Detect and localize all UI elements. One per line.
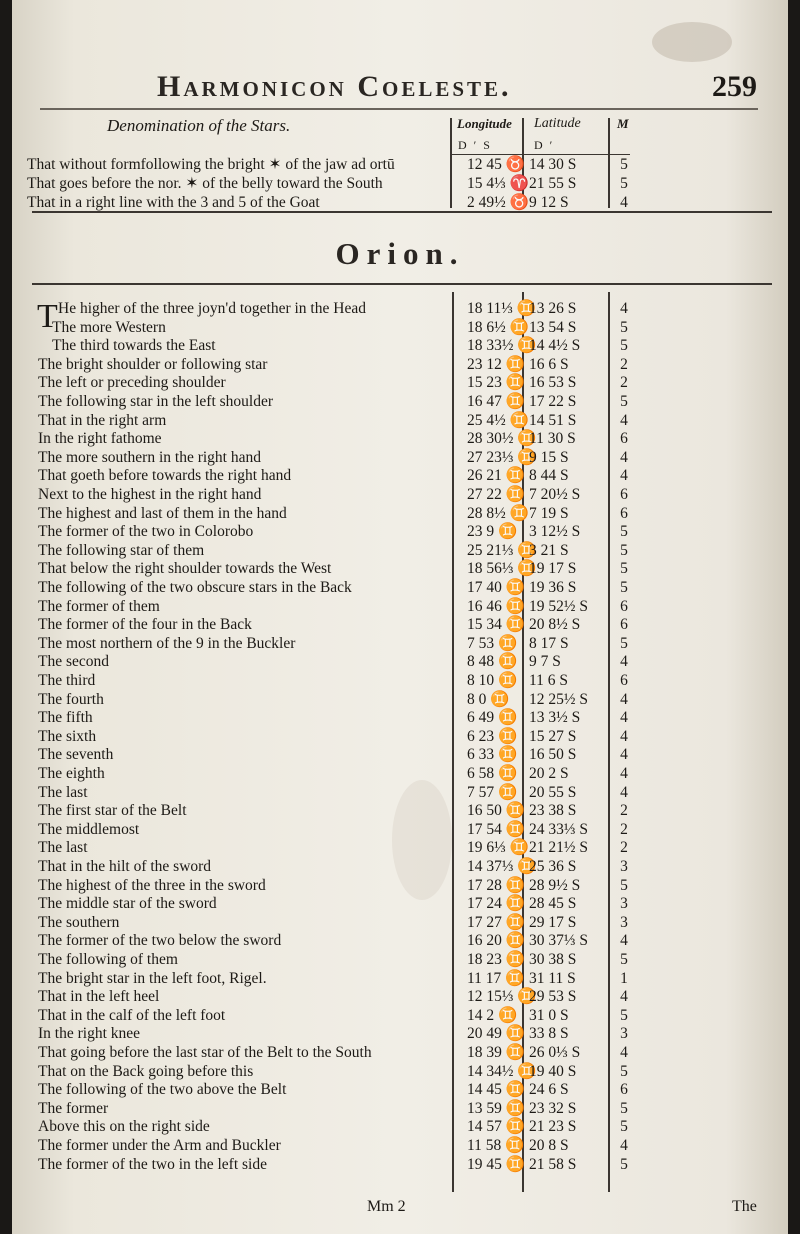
longitude-value: 18 23 ♊ (467, 951, 526, 968)
longitude-value: 27 22 ♊ (467, 486, 526, 503)
latitude-value: 9 12 S (529, 194, 569, 211)
latitude-value: 7 20½ S (529, 486, 581, 503)
star-description: That without formfollowing the bright ✶ of the jaw ad ortū (27, 156, 395, 173)
magnitude-value: 6 (620, 616, 628, 634)
longitude-value: 17 24 ♊ (467, 895, 526, 913)
magnitude-value: 4 (620, 194, 628, 211)
signature-mark: Mm 2 (367, 1198, 406, 1215)
star-description: The former of the two below the sword (38, 932, 282, 950)
header-rule (40, 108, 758, 110)
latitude-value: 23 38 S (529, 802, 577, 820)
star-description: The former of the two in the left side (38, 1155, 267, 1173)
longitude-value: 7 57 ♊ (467, 783, 518, 801)
latitude-value: 24 33⅓ S (529, 820, 588, 838)
latitude-value: 9 15 S (529, 448, 569, 466)
longitude-value: 14 57 ♊ (467, 1118, 526, 1136)
star-description: Above this on the right side (38, 1118, 210, 1136)
magnitude-value: 6 (620, 430, 628, 448)
running-title: Harmonicon Coeleste. (157, 70, 512, 103)
latitude-value: 12 25½ S (529, 690, 588, 708)
star-description: The following of the two above the Belt (38, 1081, 287, 1099)
longitude-value: 7 53 ♊ (467, 634, 518, 652)
latitude-value: 21 55 S (529, 175, 577, 192)
star-description: The bright shoulder or following star (38, 355, 268, 373)
star-description: The following of the two obscure stars in the Back (38, 579, 352, 596)
star-description: The most northern of the 9 in the Buckler (38, 634, 296, 652)
star-description: The fourth (38, 690, 104, 708)
longitude-value: 23 9 ♊ (467, 523, 518, 541)
longitude-value: 12 15⅓ ♊ (467, 988, 537, 1006)
longitude-value: 17 40 ♊ (467, 579, 526, 596)
latitude-value: 13 26 S (529, 300, 577, 317)
star-description: That goes before the nor. ✶ of the belly toward the South (27, 175, 383, 192)
magnitude-value: 5 (620, 1062, 628, 1080)
star-description: That goeth before towards the right hand (38, 467, 292, 485)
star-description: The bright star in the left foot, Rigel. (38, 969, 267, 987)
latitude-value: 31 0 S (529, 1006, 569, 1024)
latitude-value: 24 6 S (529, 1081, 569, 1099)
magnitude-value: 5 (620, 634, 628, 652)
star-description: The southern (38, 913, 120, 931)
longitude-value: 14 2 ♊ (467, 1006, 518, 1024)
longitude-value: 6 58 ♊ (467, 765, 518, 782)
latitude-value: 29 17 S (529, 913, 577, 931)
star-description: The second (38, 653, 110, 671)
magnitude-value: 5 (620, 876, 628, 894)
magnitude-value: 4 (620, 932, 628, 950)
longitude-value: 8 10 ♊ (467, 672, 518, 689)
magnitude-value: 4 (620, 765, 628, 782)
latitude-value: 20 55 S (529, 783, 577, 801)
latitude-value: 11 6 S (529, 672, 569, 689)
magnitude-value: 6 (620, 504, 628, 522)
magnitude-value: 3 (620, 895, 628, 913)
latitude-value: 30 38 S (529, 951, 577, 968)
magnitude-value: 4 (620, 467, 628, 485)
star-description: The first star of the Belt (38, 802, 187, 820)
longitude-value: 28 30½ ♊ (467, 430, 537, 448)
magnitude-value: 5 (620, 541, 628, 559)
magnitude-value: 5 (620, 337, 628, 355)
latitude-value: 28 9½ S (529, 876, 581, 894)
star-description: The former under the Arm and Buckler (38, 1137, 281, 1154)
magnitude-value: 1 (620, 969, 628, 987)
latitude-value: 16 50 S (529, 746, 577, 764)
latitude-value: 7 19 S (529, 504, 569, 522)
section-rule (32, 211, 772, 213)
magnitude-value: 2 (620, 802, 628, 820)
magnitude-value: 5 (620, 175, 628, 192)
star-description: In the right knee (38, 1025, 141, 1043)
star-description: In the right fathome (38, 430, 162, 448)
latitude-value: 15 27 S (529, 727, 577, 745)
star-description: The former (38, 1099, 109, 1117)
magnitude-value: 6 (620, 672, 628, 689)
star-description: The third towards the East (52, 337, 216, 355)
longitude-value: 18 6½ ♊ (467, 318, 529, 336)
latitude-value: 29 53 S (529, 988, 577, 1006)
section-rule (32, 283, 772, 285)
star-description: The third (38, 672, 96, 689)
latitude-value: 25 36 S (529, 858, 577, 875)
magnitude-value: 2 (620, 374, 628, 392)
longitude-value: 26 21 ♊ (467, 467, 526, 485)
star-description: The sixth (38, 727, 97, 745)
latitude-value: 20 8½ S (529, 616, 581, 634)
denomination-heading: Denomination of the Stars. (107, 116, 291, 135)
magnitude-value: 5 (620, 1006, 628, 1024)
star-description: That below the right shoulder towards the West (38, 560, 332, 578)
page-number: 259 (712, 70, 757, 103)
magnitude-value: 2 (620, 820, 628, 838)
longitude-value: 15 34 ♊ (467, 616, 526, 634)
magnitude-value: 2 (620, 355, 628, 373)
paper-stain (652, 22, 732, 62)
longitude-value: 19 6⅓ ♊ (467, 839, 529, 857)
longitude-value: 23 12 ♊ (467, 355, 526, 373)
magnitude-value: 4 (620, 300, 628, 317)
magnitude-value: 4 (620, 709, 628, 727)
magnitude-value: 4 (620, 988, 628, 1006)
star-description: The middle star of the sword (38, 895, 217, 913)
longitude-value: 25 21⅓ ♊ (467, 541, 537, 559)
magnitude-value: 4 (620, 746, 628, 764)
latitude-value: 21 58 S (529, 1155, 577, 1173)
latitude-value: 30 37⅓ S (529, 932, 588, 950)
longitude-value: 16 47 ♊ (467, 393, 526, 410)
star-description: That in a right line with the 3 and 5 of the Goat (27, 194, 320, 211)
star-description: The more southern in the right hand (38, 448, 261, 466)
longitude-value: 20 49 ♊ (467, 1025, 526, 1043)
magnitude-value: 4 (620, 690, 628, 708)
longitude-value: 14 34½ ♊ (467, 1062, 537, 1080)
star-description: The former of the two in Colorobo (38, 523, 254, 541)
magnitude-value: 4 (620, 448, 628, 466)
magnitude-heading: M (617, 116, 629, 131)
longitude-value: 25 4½ ♊ (467, 411, 529, 429)
latitude-value: 11 30 S (529, 430, 576, 448)
latitude-value: 3 21 S (529, 541, 569, 559)
star-description: That going before the last star of the Belt to the South (38, 1044, 372, 1061)
book-page (12, 0, 788, 1234)
longitude-heading: Longitude (457, 116, 512, 131)
longitude-value: 17 27 ♊ (467, 913, 526, 931)
longitude-value: 18 39 ♊ (467, 1044, 526, 1061)
longitude-value: 14 45 ♊ (467, 1081, 526, 1099)
star-description: Next to the highest in the right hand (38, 486, 262, 503)
section-title: Orion. (335, 236, 465, 271)
magnitude-value: 5 (620, 560, 628, 578)
latitude-value: 14 30 S (529, 156, 577, 173)
star-description: The following star in the left shoulder (38, 393, 274, 410)
magnitude-value: 4 (620, 783, 628, 801)
star-description: The more Western (52, 318, 166, 336)
star-description: That in the calf of the left foot (38, 1006, 226, 1024)
star-description: The last (38, 783, 88, 801)
magnitude-value: 6 (620, 597, 628, 615)
longitude-value: 6 33 ♊ (467, 746, 518, 764)
star-description: The former of the four in the Back (38, 616, 252, 634)
magnitude-value: 4 (620, 411, 628, 429)
longitude-value: 8 48 ♊ (467, 653, 518, 671)
longitude-value: 6 23 ♊ (467, 727, 518, 745)
longitude-value: 18 56⅓ ♊ (467, 560, 537, 578)
star-description: That in the hilt of the sword (38, 858, 212, 875)
magnitude-value: 4 (620, 1137, 628, 1154)
latitude-value: 21 21½ S (529, 839, 588, 857)
latitude-value: 19 40 S (529, 1062, 577, 1080)
magnitude-value: 4 (620, 1044, 628, 1061)
star-description: The highest and last of them in the hand (38, 504, 287, 522)
magnitude-value: 5 (620, 1118, 628, 1136)
longitude-value: 2 49½ ♉ (467, 194, 529, 211)
latitude-subheading: D ′ (534, 138, 555, 152)
latitude-heading: Latitude (534, 116, 581, 131)
longitude-value: 8 0 ♊ (467, 690, 510, 708)
magnitude-value: 6 (620, 1081, 628, 1099)
longitude-value: 27 23⅓ ♊ (467, 448, 537, 466)
star-description: The eighth (38, 765, 105, 782)
longitude-value: 14 37⅓ ♊ (467, 858, 537, 875)
latitude-value: 20 8 S (529, 1137, 569, 1154)
latitude-value: 16 6 S (529, 355, 569, 373)
longitude-value: 13 59 ♊ (467, 1099, 526, 1117)
star-description: That on the Back going before this (38, 1062, 254, 1080)
magnitude-value: 5 (620, 1155, 628, 1173)
magnitude-value: 2 (620, 839, 628, 857)
latitude-value: 20 2 S (529, 765, 569, 782)
star-description: The left or preceding shoulder (38, 374, 226, 392)
magnitude-value: 3 (620, 858, 628, 875)
star-description: The last (38, 839, 88, 857)
star-description: The seventh (38, 746, 114, 764)
latitude-value: 33 8 S (529, 1025, 569, 1043)
latitude-value: 23 32 S (529, 1099, 577, 1117)
longitude-value: 16 20 ♊ (467, 932, 526, 950)
drop-cap: T (37, 298, 58, 335)
star-description: The following of them (38, 951, 178, 968)
longitude-value: 17 28 ♊ (467, 876, 526, 894)
longitude-value: 19 45 ♊ (467, 1155, 526, 1173)
longitude-subheading: D ′ S (458, 138, 492, 152)
latitude-value: 31 11 S (529, 969, 576, 987)
longitude-value: 11 17 ♊ (467, 969, 525, 987)
latitude-value: 13 3½ S (529, 709, 581, 727)
latitude-value: 14 4½ S (529, 337, 581, 355)
magnitude-value: 5 (620, 318, 628, 336)
latitude-value: 13 54 S (529, 318, 577, 336)
latitude-value: 28 45 S (529, 895, 577, 913)
latitude-value: 19 17 S (529, 560, 577, 578)
longitude-value: 16 50 ♊ (467, 802, 526, 820)
magnitude-value: 5 (620, 523, 628, 541)
catchword: The (732, 1198, 757, 1215)
magnitude-value: 6 (620, 486, 628, 503)
latitude-value: 14 51 S (529, 411, 577, 429)
star-description: The former of them (38, 597, 160, 615)
magnitude-value: 5 (620, 393, 628, 410)
header-underline (450, 154, 630, 155)
star-description: The middlemost (38, 820, 140, 838)
star-description: The fifth (38, 709, 93, 727)
longitude-value: 16 46 ♊ (467, 597, 526, 615)
longitude-value: 12 45 ♉ (467, 156, 526, 173)
magnitude-value: 4 (620, 727, 628, 745)
latitude-value: 17 22 S (529, 393, 577, 410)
magnitude-value: 5 (620, 156, 628, 173)
magnitude-value: 3 (620, 913, 628, 931)
longitude-value: 18 33½ ♊ (467, 337, 537, 355)
latitude-value: 19 52½ S (529, 597, 588, 615)
longitude-value: 28 8½ ♊ (467, 504, 529, 522)
latitude-value: 16 53 S (529, 374, 577, 392)
latitude-value: 19 36 S (529, 579, 577, 596)
longitude-value: 11 58 ♊ (467, 1137, 525, 1154)
longitude-value: 15 23 ♊ (467, 374, 526, 392)
magnitude-value: 4 (620, 653, 628, 671)
magnitude-value: 5 (620, 579, 628, 596)
star-description: That in the left heel (38, 988, 160, 1006)
latitude-value: 3 12½ S (529, 523, 581, 541)
longitude-value: 17 54 ♊ (467, 820, 526, 838)
star-description: The following star of them (38, 541, 205, 559)
magnitude-value: 5 (620, 1099, 628, 1117)
star-description: The highest of the three in the sword (38, 876, 266, 894)
latitude-value: 8 17 S (529, 634, 569, 652)
longitude-value: 6 49 ♊ (467, 709, 518, 727)
magnitude-value: 3 (620, 1025, 628, 1043)
star-description: That in the right arm (38, 411, 167, 429)
latitude-value: 9 7 S (529, 653, 561, 671)
magnitude-value: 5 (620, 951, 628, 968)
column-rule (450, 118, 452, 208)
star-description: He higher of the three joyn'd together in the Head (58, 300, 366, 317)
latitude-value: 21 23 S (529, 1118, 577, 1136)
latitude-value: 26 0⅓ S (529, 1044, 581, 1061)
longitude-value: 15 4⅓ ♈ (467, 175, 529, 192)
longitude-value: 18 11⅓ ♊ (467, 300, 537, 317)
latitude-value: 8 44 S (529, 467, 569, 485)
